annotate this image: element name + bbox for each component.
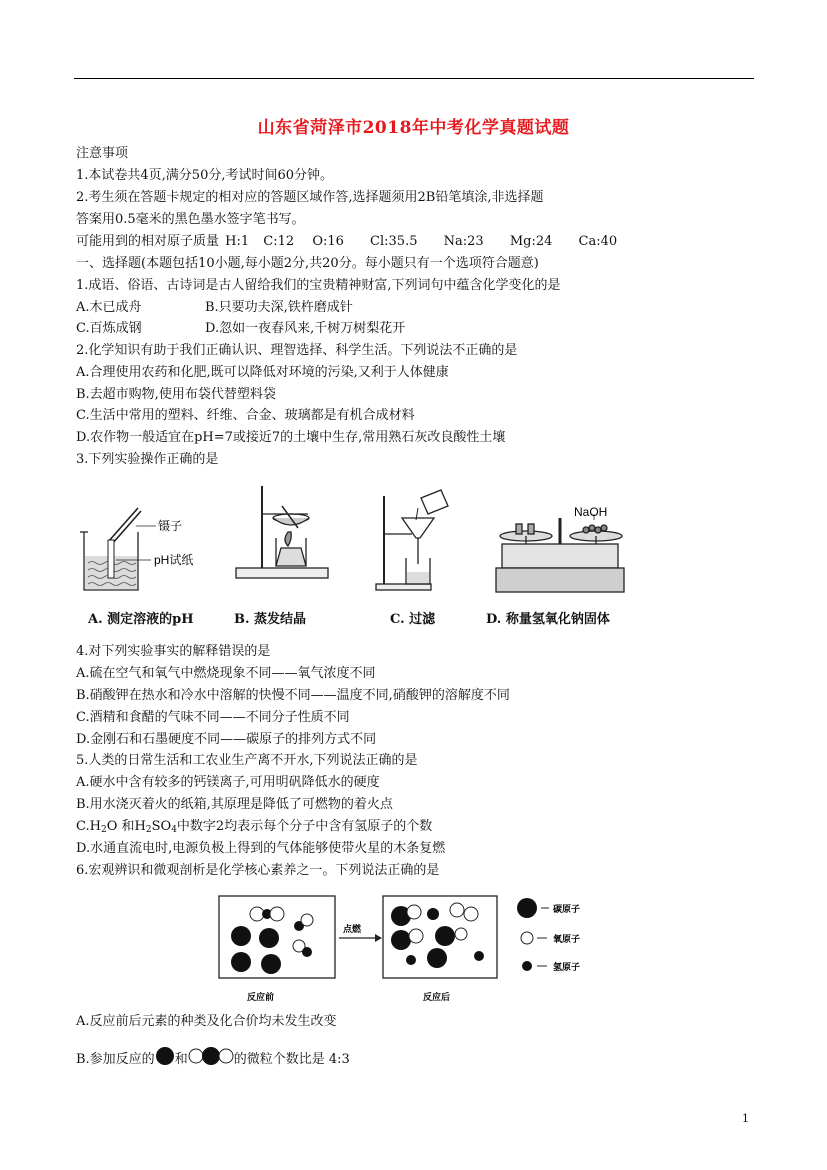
q5-option-c xyxy=(76,818,432,839)
legend-oxygen: 氧原子 xyxy=(553,934,581,944)
legend-hydrogen: 氢原子 xyxy=(553,962,581,972)
h2o-o: O xyxy=(106,819,118,834)
balance-illustration xyxy=(496,514,624,592)
q6b-and: 和 xyxy=(174,1052,188,1067)
h2so4-h: H xyxy=(134,819,146,834)
h2so4-sub-4: 4 xyxy=(171,825,177,835)
arrow-head-icon xyxy=(375,934,382,942)
header-rule xyxy=(74,78,754,79)
atomic-mass-line xyxy=(76,233,617,251)
q5-option-d: D.水通直流电时,电源负极上得到的气体能够使带火星的木条复燃 xyxy=(76,841,446,856)
page-number: 1 xyxy=(742,1112,749,1125)
oxygen-atom-icon xyxy=(521,932,533,944)
question-3: 3.下列实验操作正确的是 xyxy=(76,452,219,467)
carbon-atom-inline-icon xyxy=(155,1046,175,1066)
notice-item-2b: 答案用0.5毫米的黑色墨水签字笔书写。 xyxy=(76,212,305,227)
question-5: 5.人类的日常生活和工农业生产离不开水,下列说法正确的是 xyxy=(76,753,418,768)
notice-item-2a: 2.考生须在答题卡规定的相对应的答题区域作答,选择题须用2B铅笔填涂,非选择题 xyxy=(76,190,544,205)
q3-caption-c: C. 过滤 xyxy=(390,612,436,627)
q4-option-b: B.硝酸钾在热水和冷水中溶解的快慢不同——温度不同,硝酸钾的溶解度不同 xyxy=(76,688,510,703)
question-6: 6.宏观辨识和微观剖析是化学核心素养之一。下列说法正确的是 xyxy=(76,863,440,878)
mass-mg: Mg:24 xyxy=(509,234,553,249)
legend-carbon: 碳原子 xyxy=(553,904,581,914)
q3-caption-d: D. 称量氢氧化钠固体 xyxy=(486,612,610,627)
mass-cl: Cl:35.5 xyxy=(370,234,418,249)
q4-option-d: D.金刚石和石墨硬度不同——碳原子的排列方式不同 xyxy=(76,732,377,747)
q2-option-a: A.合理使用农药和化肥,既可以降低对环境的污染,又利于人体健康 xyxy=(76,365,449,380)
page-title: 山东省菏泽市2018年中考化学真题试题 xyxy=(257,118,570,138)
q6b-suffix: 的微粒个数比是 4:3 xyxy=(233,1052,350,1067)
q3-caption-a: A. 测定溶液的pH xyxy=(88,612,194,627)
q2-option-c: C.生活中常用的塑料、纤维、合金、玻璃都是有机合成材料 xyxy=(76,408,415,423)
before-label: 反应前 xyxy=(247,992,275,1002)
q5-option-b: B.用水浇灭着火的纸箱,其原理是降低了可燃物的着火点 xyxy=(76,797,393,812)
atomic-mass-label: 可能用到的相对原子质量 xyxy=(76,234,220,249)
mass-h: H:1 xyxy=(225,234,250,249)
mass-o: O:16 xyxy=(312,234,344,249)
q5c-and: 和 xyxy=(121,819,135,834)
q5-option-a: A.硬水中含有较多的钙镁离子,可用明矾降低水的硬度 xyxy=(76,775,380,790)
evaporation-stand-illustration xyxy=(236,486,328,578)
mass-na: Na:23 xyxy=(443,234,484,249)
h2o-h: H xyxy=(89,819,101,834)
after-reaction-box xyxy=(383,896,497,978)
h2so4-so: SO xyxy=(151,819,172,834)
q1-option-c: C.百炼成钢 xyxy=(76,321,142,336)
q1-option-a: A.木已成舟 xyxy=(76,300,142,315)
q6-option-b xyxy=(76,1046,350,1069)
ph-paper-label: pH试纸 xyxy=(154,553,194,567)
q6-reaction-figure xyxy=(215,892,605,1004)
question-2: 2.化学知识有助于我们正确认识、理智选择、科学生活。下列说法不正确的是 xyxy=(76,343,518,358)
q3-caption-b: B. 蒸发结晶 xyxy=(234,612,307,627)
q2-option-d: D.农作物一般适宜在pH=7或接近7的土壤中生存,常用熟石灰改良酸性土壤 xyxy=(76,430,506,445)
h2so4-sub-2: 2 xyxy=(145,825,152,835)
carbon-atom-icon xyxy=(517,898,537,918)
q6b-prefix: B.参加反应的 xyxy=(76,1052,155,1067)
after-label: 反应后 xyxy=(423,992,451,1002)
atom-legend xyxy=(517,898,580,972)
q1-option-b: B.只要功夫深,铁杵磨成针 xyxy=(205,300,353,315)
co2-molecule-inline-icon xyxy=(188,1046,234,1066)
q4-option-a: A.硫在空气和氧气中燃烧现象不同——氧气浓度不同 xyxy=(76,666,376,681)
mass-ca: Ca:40 xyxy=(578,234,618,249)
mass-c: C:12 xyxy=(263,234,295,249)
q2-option-b: B.去超市购物,使用布袋代替塑料袋 xyxy=(76,387,276,402)
filtration-stand-illustration xyxy=(376,490,448,590)
ignite-label: 点燃 xyxy=(343,924,362,934)
q4-option-c: C.酒精和食醋的气味不同——不同分子性质不同 xyxy=(76,710,350,725)
q5c-prefix: C. xyxy=(76,819,90,834)
section-1-heading: 一、选择题(本题包括10小题,每小题2分,共20分。每小题只有一个选项符合题意) xyxy=(76,256,539,271)
q5c-suffix: 中数字2均表示每个分子中含有氢原子的个数 xyxy=(176,819,433,834)
q3-apparatus-figure xyxy=(76,478,656,598)
question-4: 4.对下列实验事实的解释错误的是 xyxy=(76,644,271,659)
tweezers-label: 镊子 xyxy=(158,519,183,533)
ph-beaker-illustration xyxy=(80,508,156,590)
before-reaction-box xyxy=(219,896,335,978)
notice-item-1: 1.本试卷共4页,满分50分,考试时间60分钟。 xyxy=(76,168,334,183)
q6-option-a: A.反应前后元素的种类及化合价均未发生改变 xyxy=(76,1014,337,1029)
q1-option-d: D.忽如一夜春风来,千树万树梨花开 xyxy=(205,321,406,336)
notice-heading: 注意事项 xyxy=(76,146,129,161)
naoh-label: NaOH xyxy=(574,505,608,519)
h2o-sub-2: 2 xyxy=(100,825,107,835)
hydrogen-atom-icon xyxy=(522,961,532,971)
question-1: 1.成语、俗语、古诗词是古人留给我们的宝贵精神财富,下列词句中蕴含化学变化的是 xyxy=(76,278,561,293)
